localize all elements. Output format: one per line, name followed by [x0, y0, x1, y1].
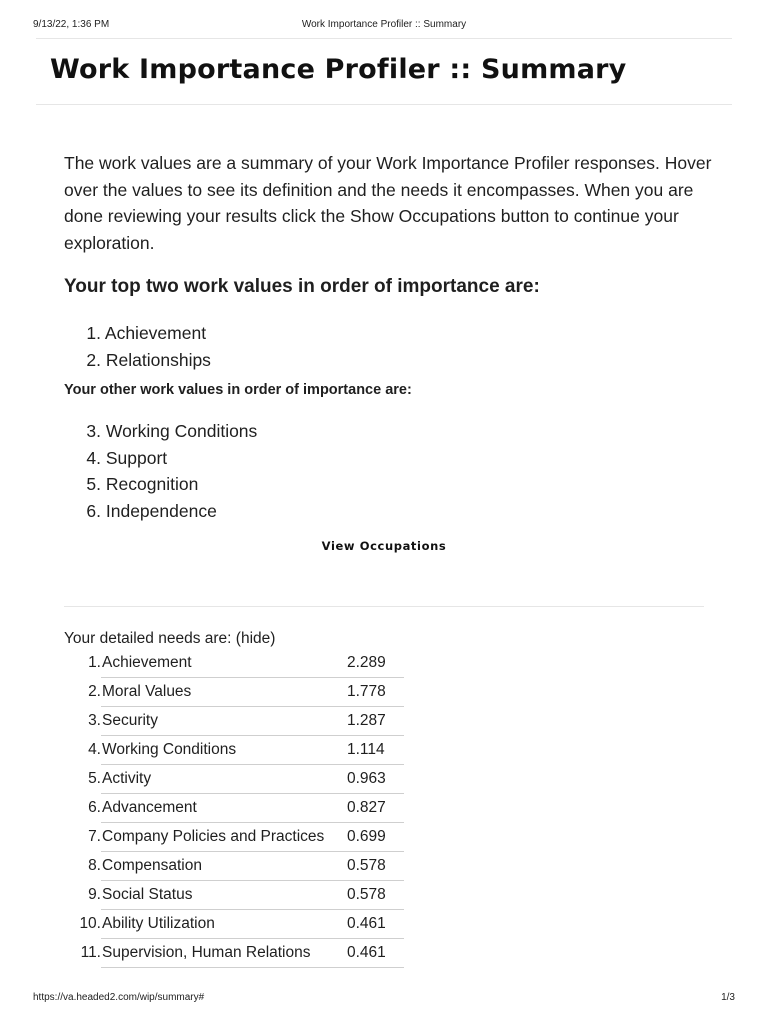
- work-value-item[interactable]: 3. Working Conditions: [86, 421, 258, 441]
- print-header: [33, 16, 735, 34]
- need-name: Compensation: [101, 852, 347, 881]
- need-name: Social Status: [101, 881, 347, 910]
- work-value-item[interactable]: 4. Support: [86, 447, 168, 468]
- need-rank: 2.: [88, 683, 101, 700]
- hide-needs-link[interactable]: (hide): [235, 630, 276, 647]
- need-value: 2.289: [347, 649, 404, 678]
- need-rank: 7.: [88, 828, 101, 845]
- other-values-list: [64, 418, 257, 524]
- need-value: 0.578: [347, 881, 404, 910]
- print-url: https://va.headed2.com/wip/summary#: [33, 992, 205, 1003]
- view-occupations-button[interactable]: View Occupations: [64, 539, 704, 553]
- need-row: [64, 939, 404, 968]
- work-value-label: Support: [105, 447, 168, 468]
- divider: [64, 606, 704, 607]
- need-name: Security: [101, 707, 347, 736]
- need-name: Company Policies and Practices: [101, 823, 347, 852]
- need-rank: 3.: [88, 712, 101, 729]
- work-value-label: Recognition: [105, 474, 199, 494]
- need-row: [64, 649, 404, 678]
- page-number: 1/3: [721, 992, 735, 1003]
- need-row: [64, 678, 404, 707]
- need-rank: 5.: [88, 770, 101, 787]
- need-value: 1.778: [347, 678, 404, 707]
- other-values-heading: Your other work values in order of importance are:: [64, 382, 412, 398]
- work-value-item[interactable]: 1. Achievement: [86, 323, 207, 343]
- need-row: [64, 794, 404, 823]
- need-rank: 6.: [88, 799, 101, 816]
- page-title: Work Importance Profiler :: Summary: [50, 54, 627, 85]
- need-row: [64, 852, 404, 881]
- work-value-item[interactable]: 5. Recognition: [86, 474, 199, 494]
- needs-heading: Your detailed needs are: (hide): [64, 630, 276, 647]
- need-name: Supervision, Human Relations: [101, 939, 347, 968]
- top-values-list: [64, 320, 211, 373]
- print-title: Work Importance Profiler :: Summary: [301, 19, 467, 30]
- need-value: 0.699: [347, 823, 404, 852]
- work-value-item[interactable]: 6. Independence: [86, 500, 217, 521]
- print-date: 9/13/22, 1:36 PM: [33, 19, 110, 30]
- work-value-label: Relationships: [105, 349, 211, 370]
- need-rank: 8.: [88, 857, 101, 874]
- need-value: 1.287: [347, 707, 404, 736]
- divider: [36, 38, 732, 39]
- work-value-item[interactable]: 2. Relationships: [86, 349, 211, 370]
- need-row: [64, 823, 404, 852]
- need-value: 0.827: [347, 794, 404, 823]
- need-name: Advancement: [101, 794, 347, 823]
- main-content: [64, 150, 724, 961]
- need-rank: 1.: [88, 654, 101, 672]
- need-row: [64, 881, 404, 910]
- need-name: Moral Values: [101, 678, 347, 707]
- need-row: [64, 765, 404, 794]
- need-name: Working Conditions: [101, 736, 347, 765]
- need-value: 0.578: [347, 852, 404, 881]
- work-value-label: Achievement: [104, 323, 207, 343]
- need-name: Achievement: [101, 649, 347, 678]
- need-name: Ability Utilization: [101, 910, 347, 939]
- need-name: Activity: [101, 765, 347, 794]
- need-value: 1.114: [347, 736, 404, 765]
- need-row: [64, 910, 404, 939]
- need-rank: 4.: [88, 741, 101, 758]
- need-value: 0.963: [347, 765, 404, 794]
- divider: [36, 104, 732, 105]
- need-rank: 9.: [88, 886, 101, 903]
- intro-text: The work values are a summary of your Work Importance Profiler responses. Hover over the values to see its definition and the needs it encompasses. When you are done reviewing your results click the Show Occupations button to continue your exploration.: [64, 153, 712, 253]
- need-row: [64, 707, 404, 736]
- needs-table: [64, 649, 404, 968]
- work-value-label: Working Conditions: [105, 421, 258, 441]
- need-rank: 10.: [79, 915, 101, 932]
- need-row: [64, 736, 404, 765]
- work-value-label: Independence: [105, 500, 217, 521]
- need-value: 0.461: [347, 939, 404, 968]
- top-values-heading: Your top two work values in order of importance are:: [64, 276, 540, 297]
- need-value: 0.461: [347, 910, 404, 939]
- need-rank: 11.: [80, 944, 101, 961]
